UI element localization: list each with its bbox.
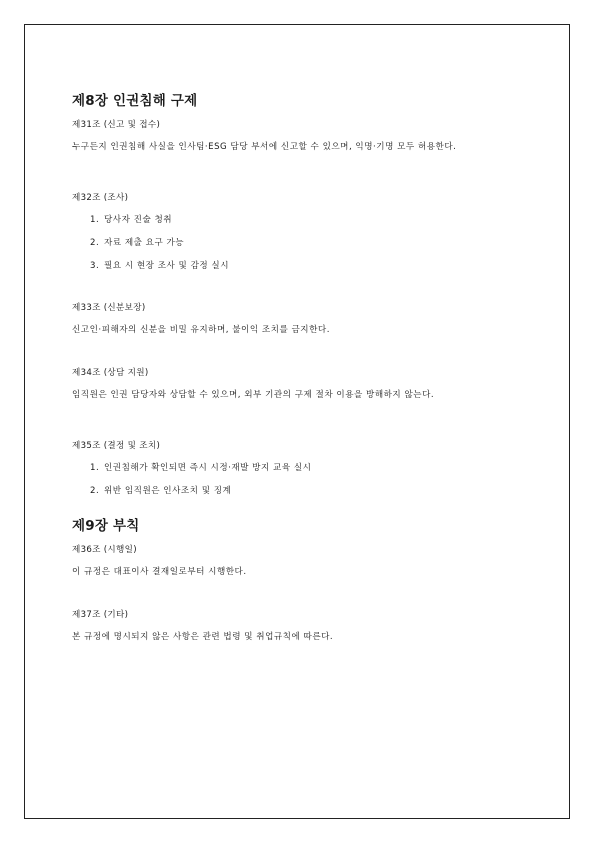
- article-36-heading: 제36조 (시행일): [72, 544, 137, 555]
- list-item-text: 위반 임직원은 인사조치 및 징계: [104, 485, 232, 496]
- list-item-number: 1.: [90, 214, 100, 225]
- article-33-body: 신고인·피해자의 신분을 비밀 유지하며, 불이익 조치를 금지한다.: [72, 324, 330, 335]
- article-35: [72, 440, 534, 497]
- article-33-heading: 제33조 (신분보장): [72, 302, 146, 313]
- article-31-body: 누구든지 인권침해 사실을 인사팀·ESG 담당 부서에 신고할 수 있으며, 익명·기명 모두 허용한다.: [72, 142, 457, 152]
- list-item: [90, 485, 534, 497]
- list-item-text: 당사자 진술 청취: [104, 214, 173, 225]
- list-item-text: 필요 시 현장 조사 및 감정 실시: [104, 260, 230, 271]
- article-36: [72, 544, 534, 580]
- article-35-heading: 제35조 (결정 및 조치): [72, 440, 161, 451]
- article-37-body: 본 규정에 명시되지 않은 사항은 관련 법령 및 취업규칙에 따른다.: [72, 632, 334, 642]
- article-34-heading: 제34조 (상담 지원): [72, 368, 149, 378]
- list-item: [90, 237, 534, 249]
- article-33: [72, 302, 534, 338]
- list-item-text: 자료 제출 요구 가능: [104, 237, 185, 248]
- list-item-number: 2.: [90, 485, 100, 496]
- document-content: [72, 92, 534, 645]
- article-31: [72, 119, 534, 155]
- list-item-text: 인권침해가 확인되면 즉시 시정·재발 방지 교육 실시: [104, 462, 312, 473]
- article-36-body: 이 규정은 대표이사 결재일로부터 시행한다.: [72, 566, 247, 577]
- article-32-list: [72, 214, 534, 272]
- article-32: [72, 192, 534, 272]
- list-item-number: 3.: [90, 260, 100, 271]
- article-37: [72, 609, 534, 645]
- list-item: [90, 214, 534, 226]
- article-37-heading: 제37조 (기타): [72, 610, 129, 620]
- article-32-heading: 제32조 (조사): [72, 192, 129, 203]
- list-item-number: 2.: [90, 237, 100, 248]
- article-31-heading: 제31조 (신고 및 접수): [72, 120, 161, 130]
- chapter-8-title: 제8장 인권침해 구제: [72, 93, 198, 109]
- article-35-list: [72, 462, 534, 497]
- list-item-number: 1.: [90, 462, 100, 473]
- chapter-9-title: 제9장 부칙: [72, 517, 140, 534]
- article-34: [72, 367, 534, 403]
- list-item: [90, 260, 534, 272]
- article-34-body: 임직원은 인권 담당자와 상담할 수 있으며, 외부 기관의 구제 절차 이용을 방해하지 않는다.: [72, 390, 435, 400]
- list-item: [90, 462, 534, 474]
